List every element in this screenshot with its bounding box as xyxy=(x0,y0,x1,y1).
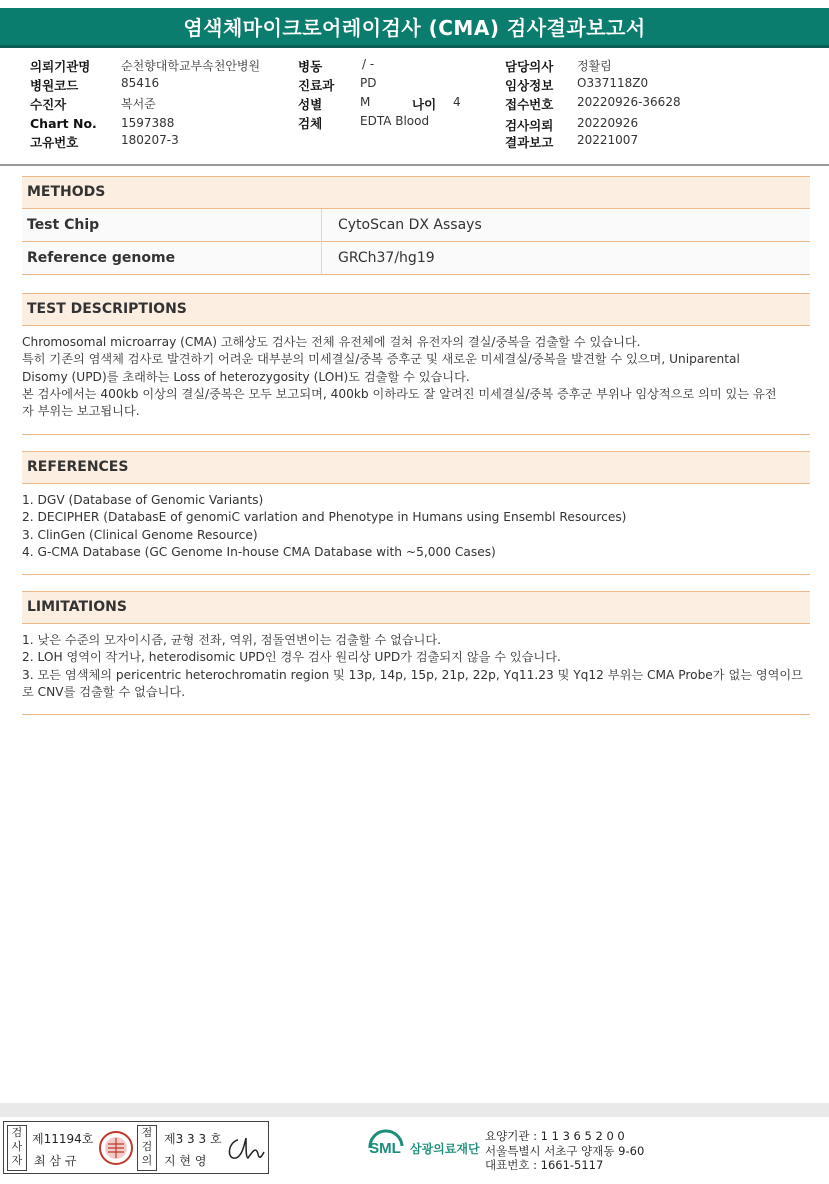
signature-box xyxy=(3,1121,269,1174)
description-line: 자 부위는 보고됩니다. xyxy=(22,404,140,419)
organization-address: 서울특별시 서초구 양재동 9-60 xyxy=(485,1144,645,1158)
requesting-institution-label: 의뢰기관명 xyxy=(30,59,91,74)
reviewer-license: 제3 3 3 호 xyxy=(164,1132,222,1146)
limitations-header: LIMITATIONS xyxy=(22,591,810,624)
organization-name: 삼광의료재단 xyxy=(410,1142,480,1156)
description-line: 본 검사에서는 400kb 이상의 결실/중복은 모두 보고되며, 400kb 이하라도 잘 알려진 미세결실/중복 증후군 부위나 임상적으로 의미 있는 유전 xyxy=(22,386,777,401)
reviewer-signature-icon xyxy=(224,1132,266,1166)
reviewer-vertical-label: 점검의 xyxy=(137,1125,157,1171)
reviewer-name: 지 현 영 xyxy=(164,1154,207,1168)
sex-label: 성별 xyxy=(298,97,323,112)
description-line: 특히 기존의 염색체 검사로 발견하기 어려운 대부분의 미세결실/중복 증후군 및 새로운 미세결실/중복을 발견할 수 있으며, Uniparental xyxy=(22,352,740,367)
limitation-line: 2. LOH 영역이 작거나, heterodisomic UPD인 경우 검사 원리상 UPD가 검출되지 않을 수 있습니다. xyxy=(22,650,561,665)
patient-label: 수진자 xyxy=(30,97,67,112)
references-header: REFERENCES xyxy=(22,451,810,484)
organization-phone: 대표번호 : 1661-5117 xyxy=(485,1158,604,1172)
test-descriptions-text xyxy=(22,334,812,420)
chart-no-value: 1597388 xyxy=(121,116,175,130)
patient-value: 복서준 xyxy=(121,97,156,111)
physician-value: 정활림 xyxy=(577,59,612,73)
section-divider xyxy=(22,434,810,435)
reception-no-value: 20220926-36628 xyxy=(577,95,681,109)
references-list xyxy=(22,492,812,561)
report-title: 염색체마이크로어레이검사 (CMA) 검사결과보고서 xyxy=(0,8,829,48)
report-date-value: 20221007 xyxy=(577,133,639,147)
department-value: PD xyxy=(360,76,377,90)
reference-item: 3. ClinGen (Clinical Genome Resource) xyxy=(22,527,258,542)
chart-no-label: Chart No. xyxy=(30,116,97,131)
unique-no-value: 180207-3 xyxy=(121,133,179,147)
reference-item: 1. DGV (Database of Genomic Variants) xyxy=(22,493,264,507)
ward-label: 병동 xyxy=(298,59,323,74)
limitation-line: 3. 모든 염색체의 pericentric heterochromatin region 및 13p, 14p, 15p, 21p, 22p, Yq11.23 및 Yq12 부위는 CMA Probe가 없는 영역이므 xyxy=(22,667,803,682)
hospital-code-value: 85416 xyxy=(121,76,160,90)
svg-text:SML: SML xyxy=(369,1140,401,1157)
test-chip-label: Test Chip xyxy=(22,209,322,242)
hospital-code-label: 병원코드 xyxy=(30,78,79,93)
description-line: Chromosomal microarray (CMA) 고해상도 검사는 전체 유전체에 걸쳐 유전자의 결실/중복을 검출할 수 있습니다. xyxy=(22,335,641,349)
section-divider xyxy=(22,714,810,715)
footer-band xyxy=(0,1103,829,1117)
reception-no-label: 접수번호 xyxy=(505,97,554,112)
reference-item: 4. G-CMA Database (GC Genome In-house CMA Database with ~5,000 Cases) xyxy=(22,544,496,559)
section-divider xyxy=(22,574,810,575)
methods-header: METHODS xyxy=(22,176,810,209)
ward-value: / - xyxy=(362,57,375,71)
test-chip-value: CytoScan DX Assays xyxy=(322,209,810,242)
sex-value: M xyxy=(360,95,371,109)
specimen-label: 검체 xyxy=(298,116,323,131)
examiner-vertical-label: 검사자 xyxy=(7,1125,27,1171)
clinical-info-value: O337118Z0 xyxy=(577,76,649,90)
limitation-line: 로 CNV를 검출할 수 없습니다. xyxy=(22,684,186,699)
reference-genome-label: Reference genome xyxy=(22,242,322,275)
test-descriptions-header: TEST DESCRIPTIONS xyxy=(22,293,810,326)
age-value: 4 xyxy=(453,95,461,109)
examiner-license: 제11194호 xyxy=(32,1132,94,1146)
description-line: Disomy (UPD)를 초래하는 Loss of heterozygosity (LOH)도 검출할 수 있습니다. xyxy=(22,369,470,384)
examiner-name: 최 삼 규 xyxy=(34,1154,77,1168)
request-date-value: 20220926 xyxy=(577,116,639,130)
sml-logo-icon xyxy=(364,1126,406,1168)
patient-info-block xyxy=(0,52,829,166)
care-institution-number: 요양기관 : 1 1 3 6 5 2 0 0 xyxy=(485,1129,625,1143)
clinical-info-label: 임상정보 xyxy=(505,78,554,93)
reference-genome-value: GRCh37/hg19 xyxy=(322,242,810,275)
report-date-label: 결과보고 xyxy=(505,135,554,150)
unique-no-label: 고유번호 xyxy=(30,135,79,150)
examiner-seal-icon xyxy=(98,1130,134,1166)
limitations-text xyxy=(22,632,812,701)
age-label: 나이 xyxy=(412,97,437,112)
request-date-label: 검사의뢰 xyxy=(505,118,554,133)
physician-label: 담당의사 xyxy=(505,59,554,74)
requesting-institution-value: 순천향대학교부속천안병원 xyxy=(121,59,261,73)
department-label: 진료과 xyxy=(298,78,335,93)
specimen-value: EDTA Blood xyxy=(360,114,430,128)
reference-item: 2. DECIPHER (DatabasE of genomiC varlation and Phenotype in Humans using Ensembl Resources) xyxy=(22,510,627,525)
limitation-line: 1. 낮은 수준의 모자이시즘, 균형 전좌, 역위, 점돌연변이는 검출할 수 없습니다. xyxy=(22,633,442,647)
